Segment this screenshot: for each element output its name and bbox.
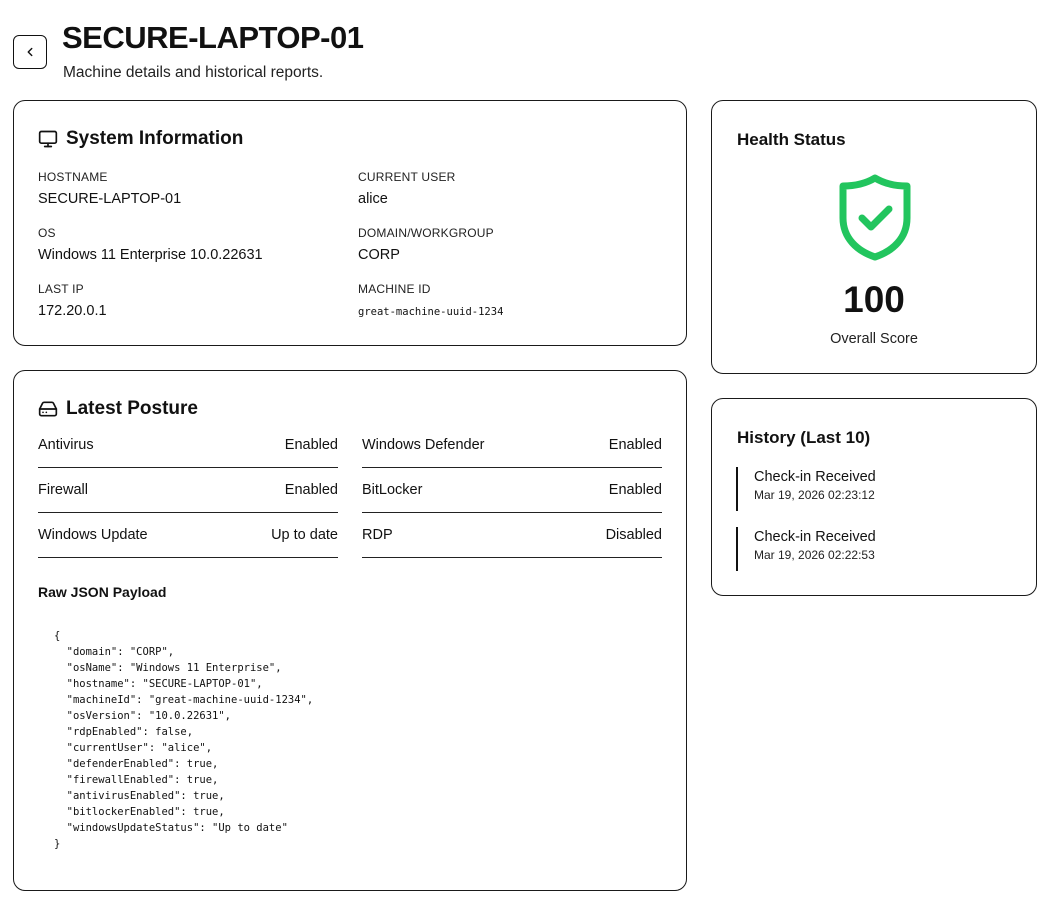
monitor-icon (38, 129, 58, 149)
latest-posture-card (13, 370, 687, 891)
os-value: Windows 11 Enterprise 10.0.22631 (38, 247, 263, 263)
posture-row-antivirus (38, 423, 338, 468)
posture-value: Enabled (608, 482, 662, 498)
posture-label: RDP (362, 527, 393, 543)
latest-posture-heading (38, 398, 198, 420)
posture-label: Windows Update (38, 527, 148, 543)
posture-value: Enabled (284, 482, 338, 498)
raw-json-title: Raw JSON Payload (38, 584, 167, 600)
system-information-title: System Information (66, 128, 244, 149)
history-event: Check-in Received (754, 529, 876, 545)
history-event: Check-in Received (754, 469, 876, 485)
posture-row-windows-defender (362, 423, 662, 468)
system-information-heading (38, 128, 243, 150)
posture-row-windows-update (38, 513, 338, 558)
domain-value: CORP (358, 247, 400, 263)
current-user-label: CURRENT USER (358, 170, 456, 184)
raw-json-payload: { "domain": "CORP", "osName": "Windows 11 Enterprise", "hostname": "SECURE-LAPTOP-01", "machineId": "great-machine-uuid-1234", "osVersion": "10.0.22631", "rdpEnabled": false, "currentUser": "alice", "defenderEnabled": true, "firewallEnabled": true, "antivirusEnabled": true, "bitlockerEnabled": true, "windowsUpdateStatus": "Up to date" } (54, 630, 314, 850)
current-user-value: alice (358, 191, 388, 207)
posture-label: BitLocker (362, 482, 423, 498)
latest-posture-title: Latest Posture (66, 398, 198, 419)
health-status-title: Health Status (737, 130, 846, 149)
last-ip-label: LAST IP (38, 282, 84, 296)
history-item (736, 467, 876, 511)
chevron-left-icon (23, 45, 37, 59)
posture-label: Windows Defender (362, 437, 485, 453)
back-button[interactable] (13, 35, 47, 69)
posture-value: Disabled (605, 527, 662, 543)
machine-id-value: great-machine-uuid-1234 (358, 306, 504, 318)
hard-drive-icon (38, 399, 58, 419)
history-time: Mar 19, 2026 02:23:12 (754, 488, 875, 502)
hostname-value: SECURE-LAPTOP-01 (38, 191, 182, 207)
posture-value: Enabled (284, 437, 338, 453)
history-item (736, 527, 876, 571)
health-score: 100 (843, 279, 905, 320)
history-card (711, 398, 1037, 596)
health-status-card (711, 100, 1037, 374)
hostname-label: HOSTNAME (38, 170, 108, 184)
posture-value: Enabled (608, 437, 662, 453)
posture-label: Antivirus (38, 437, 94, 453)
history-title: History (Last 10) (737, 428, 871, 447)
page-title: SECURE-LAPTOP-01 (62, 20, 364, 55)
os-label: OS (38, 226, 56, 240)
system-information-card (13, 100, 687, 346)
posture-row-bitlocker (362, 468, 662, 513)
posture-label: Firewall (38, 482, 88, 498)
posture-row-rdp (362, 513, 662, 558)
domain-label: DOMAIN/WORKGROUP (358, 226, 494, 240)
posture-value: Up to date (271, 527, 338, 543)
shield-check-icon (837, 172, 913, 262)
health-score-label: Overall Score (830, 331, 918, 347)
page-subtitle: Machine details and historical reports. (63, 64, 324, 81)
history-time: Mar 19, 2026 02:22:53 (754, 548, 875, 562)
machine-id-label: MACHINE ID (358, 282, 431, 296)
last-ip-value: 172.20.0.1 (38, 303, 107, 319)
posture-row-firewall (38, 468, 338, 513)
